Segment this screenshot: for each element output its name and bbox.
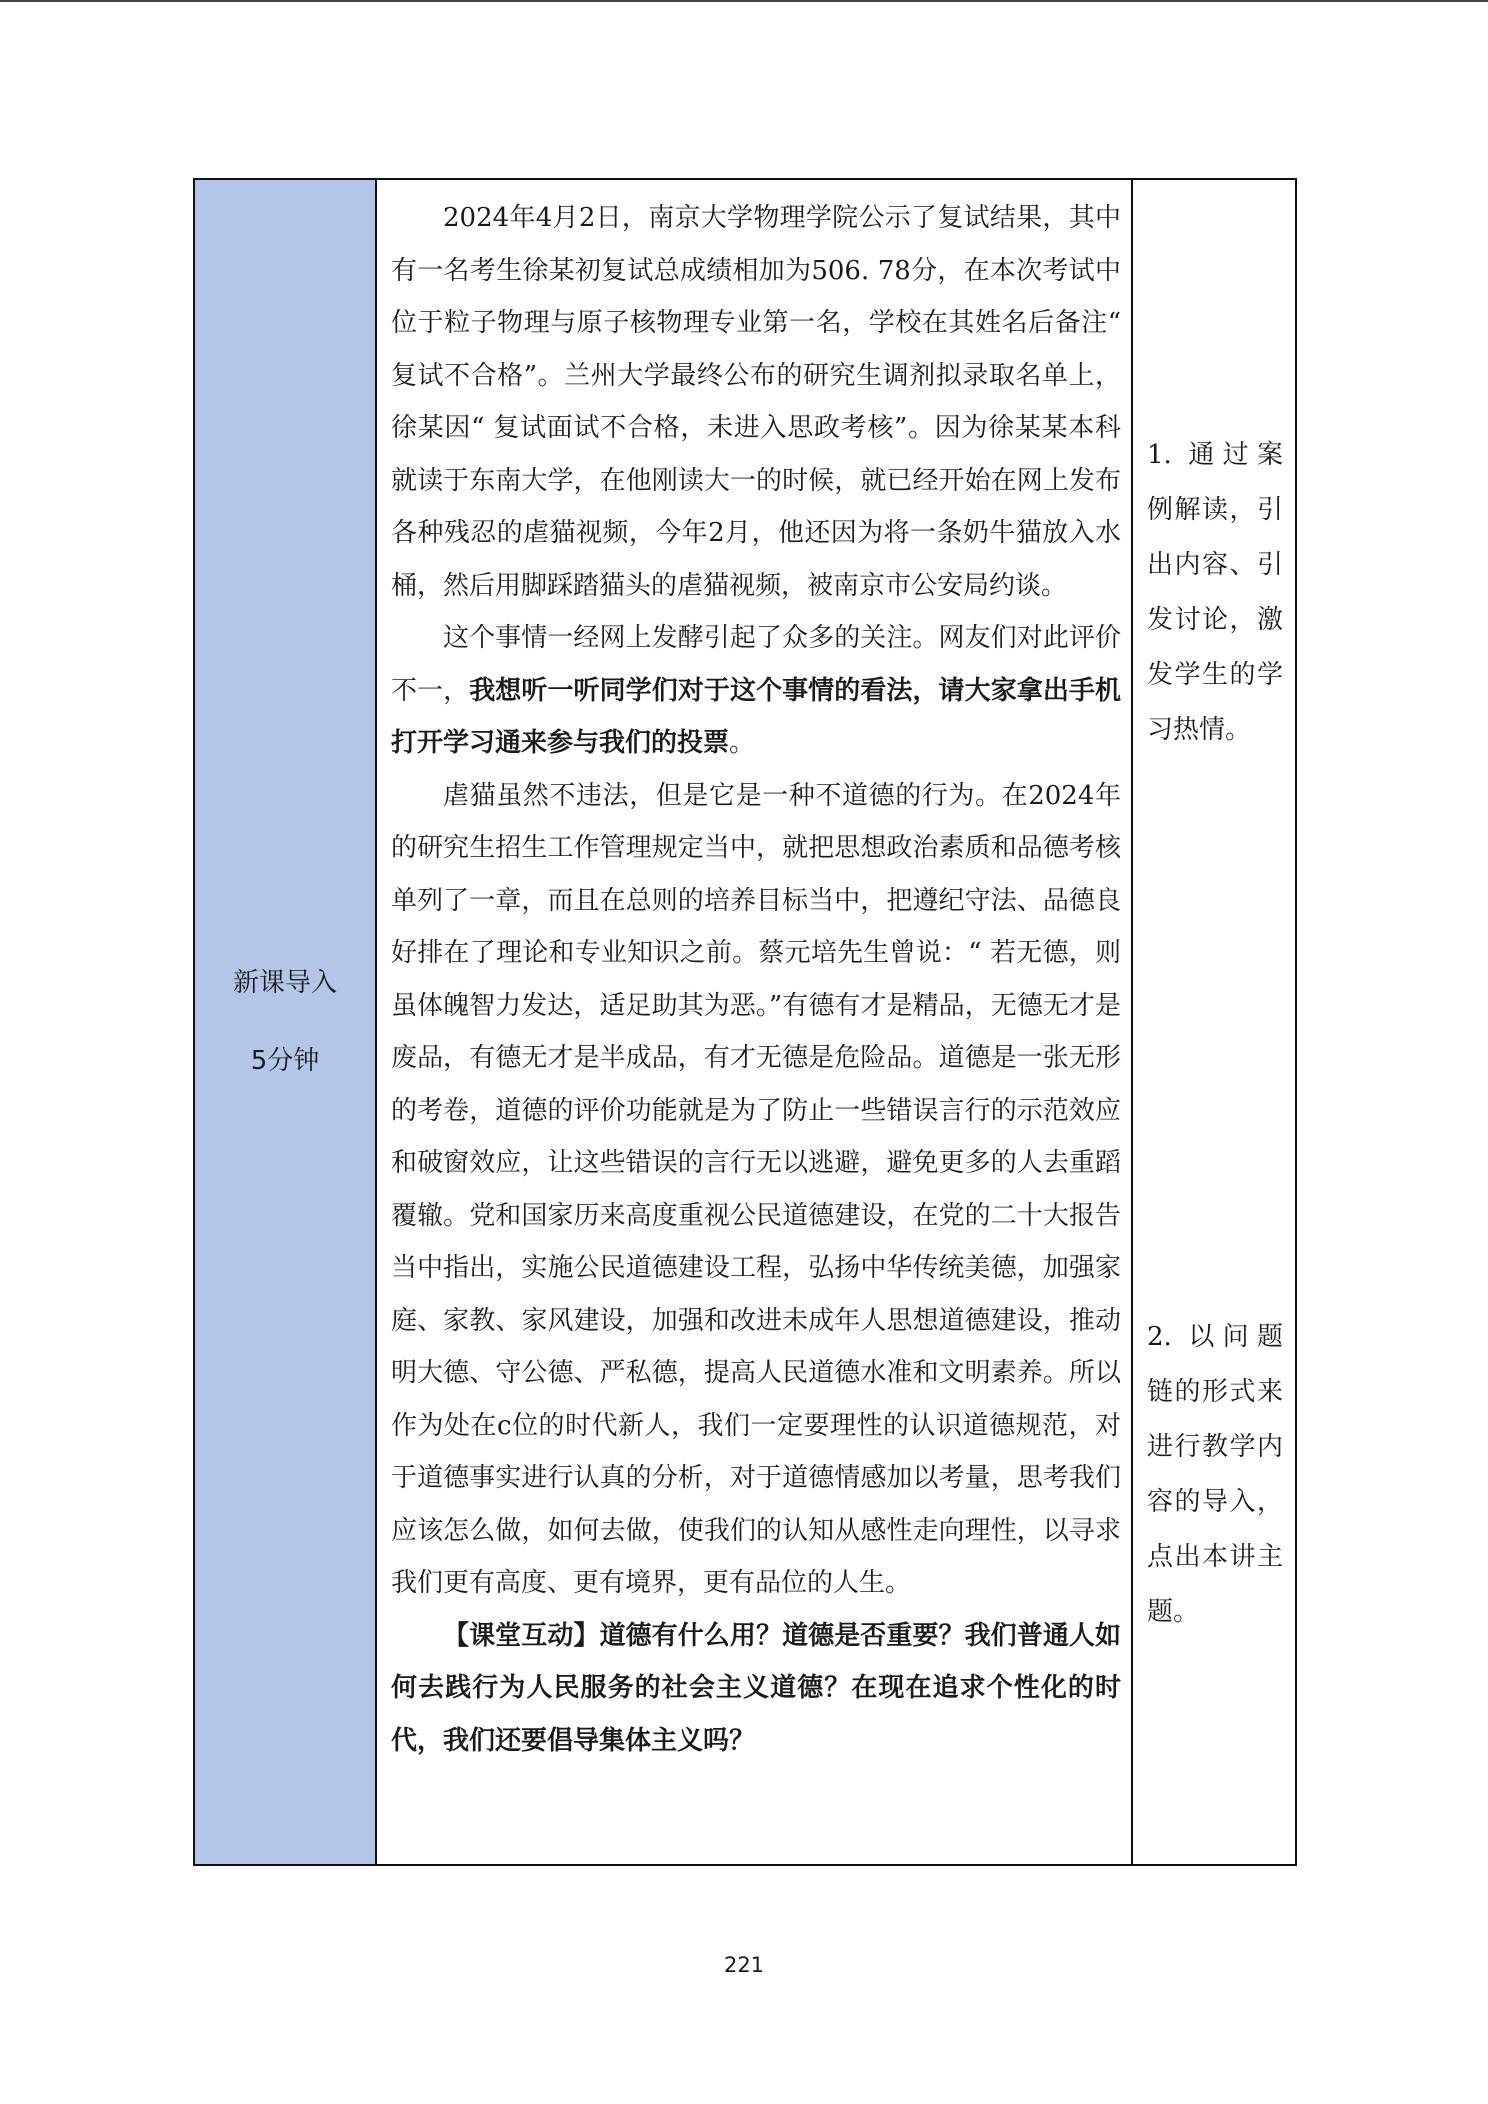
content-paragraph-2 [391, 612, 1121, 770]
content-paragraph-3: 虐猫虽然不违法，但是它是一种不道德的行为。在2024年的研究生招生工作管理规定当中，就把思想政治素质和品德考核单列了一章，而且在总则的培养目标当中，把遵纪守法、品德良好排在了理论和专业知识之前。蔡元培先生曾说：“ 若无德，则虽体魄智力发达，适足助其为恶。”有德有才是精品，无德无才是废品，有德无才是半成品，有才无德是危险品。道德是一张无形的考卷，道德的评价功能就是为了防止一些错误言行的示范效应和破窗效应，让这些错误的言行无以逃避，避免更多的人去重蹈覆辙。党和国家历来高度重视公民道德建设，在党的二十大报告当中指出，实施公民道德建设工程，弘扬中华传统美德，加强家庭、家教、家风建设，加强和改进未成年人思想道德建设，推动明大德、守公德、严私德，提高人民道德水准和文明素养。所以作为处在c位的时代新人，我们一定要理性的认识道德规范，对于道德事实进行认真的分析，对于道德情感加以考量，思考我们应该怎么做，如何去做，使我们的认知从感性走向理性，以寻求我们更有高度、更有境界，更有品位的人生。 [391, 780, 1121, 1598]
content-paragraph-4: 【课堂互动】道德有什么用？道德是否重要？我们普通人如何去践行为人民服务的社会主义道德？在现在追求个性化的时代，我们还要倡导集体主义吗？ [391, 1620, 1121, 1756]
stage-name: 新课导入 [232, 968, 337, 998]
notes-cell [1132, 179, 1296, 1865]
paragraph-2-end: 。 [729, 728, 756, 758]
stage-duration: 5分钟 [250, 1046, 320, 1076]
page-number: 221 [723, 1953, 765, 1977]
paragraph-2-text: 这个事情一经网上发酵引起了众多的关注。网友们对此评价不一， [391, 623, 1121, 706]
table-row [194, 179, 1296, 1865]
stage-cell [194, 179, 376, 1865]
lesson-plan-table [193, 178, 1297, 1866]
paragraph-2-bold-text: 我想听一听同学们对于这个事情的看法，请大家拿出手机打开学习通来参与我们的投票 [391, 675, 1121, 758]
top-rule [0, 0, 1488, 2]
content-cell [376, 179, 1132, 1865]
design-note-1: 1. 通过案例解读，引出内容、引发讨论，激发学生的学习热情。 [1147, 440, 1283, 745]
content-paragraph-1: 2024年4月2日，南京大学物理学院公示了复试结果，其中有一名考生徐某初复试总成绩相加为506. 78分，在本次考试中位于粒子物理与原子核物理专业第一名，学校在其姓名后备注“ 复试不合格”。兰州大学最终公布的研究生调剂拟录取名单上，徐某因“ 复试面试不合格，未进入思政考核”。因为徐某某本科就读于东南大学，在他刚读大一的时候，就已经开始在网上发布各种残忍的虐猫视频，今年2月，他还因为将一条奶牛猫放入水桶，然后用脚踩踏猫头的虐猫视频，被南京市公安局约谈。 [391, 203, 1121, 601]
design-note-2: 2. 以问题链的形式来进行教学内容的导入，点出本讲主题。 [1147, 1322, 1283, 1627]
